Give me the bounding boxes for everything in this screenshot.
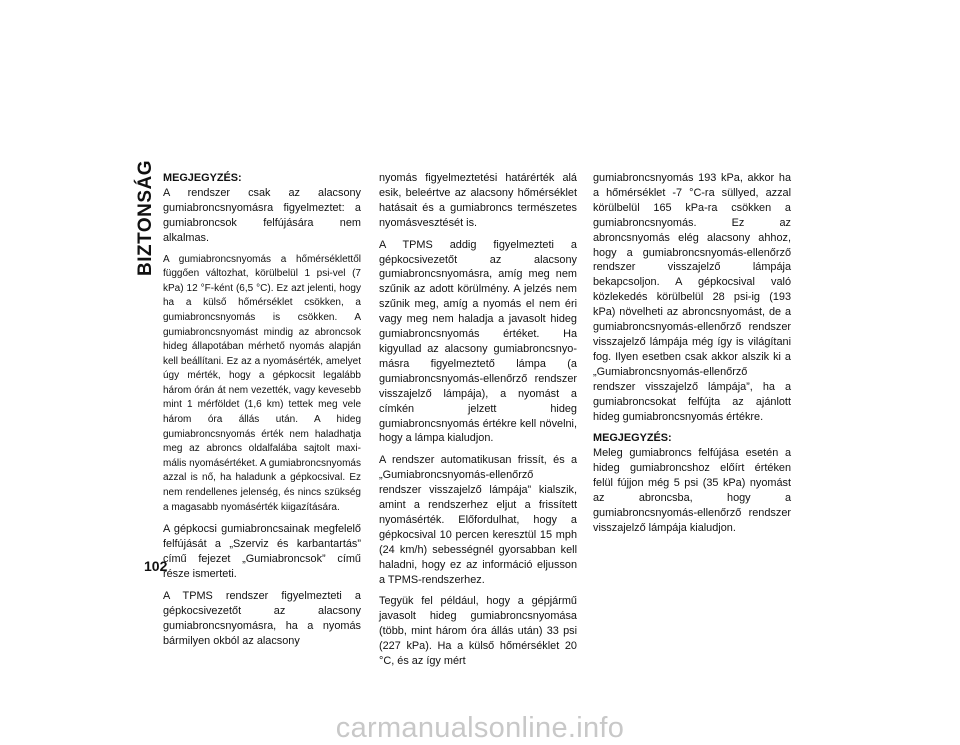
paragraph: A gumiabroncsnyomás a hőmérséklettől függően változhat, körülbelül 1 psi-vel (7 kPa) 12 °F-ként (6,5 °C). Ez azt jelenti, hogy ha a külső hőmérséklet csökken, a gumiabroncsnyomás is csökken. A gumiabroncsnyomást mindig az abroncsok hideg állapotában mérhető nyomás alapján kell beállítani. Ez az a nyomásérték, amelyet úgy mérték, hogy a gépkocsit legalább három órán át nem vezették, vagy kevesebb mint 1 mérföldet (1,6 km) tettek meg vele három óra állás után. A hideg gumiabroncsnyomás érték nem haladhatja meg az abroncs oldalfalába sajtolt maximális nyomásértéket. A gumiabroncsnyomás azzal is nő, ha haladunk a gépkocsival. Ez nem rendellenes jelenség, és nincs szükség a magasabb nyomásérték kiigazítására. [163,253,361,513]
paragraph: gumiabroncsnyomás 193 kPa, akkor ha a hőmérséklet -7 °C-ra süllyed, azzal körülbelül 165 kPa-ra csökken a gumiabroncsnyomás. Ez az abroncsnyomás elég alacsony ahhoz, hogy a gumiabroncsnyomás-ellenőrző rendszer visszajelző lámpája bekapcsoljon. A gépkocsival való közlekedés körülbelül 28 psi-ig (193 kPa) növelheti az abroncsnyomást, de a gumiabroncsnyomás-ellenőrző rendszer visszajelző lámpája még így is világítani fog. Ilyen esetben csak akkor alszik ki a „Gumiabroncsnyomás-ellenőrző rendszer visszajelző lámpája”, ha a gumiabroncsokat felfújta az ajánlott hideg gumiabroncsnyomás értékre. [593,172,791,423]
paragraph: nyomás figyelmeztetési határérték alá esik, beleértve az alacsony hőmérséklet hatásait és a gumiabroncs természetes nyomásvesztését is. [379,172,577,229]
text-column-2 [379,171,577,676]
paragraph: A rendszer csak az alacsony gumiabroncsnyomásra figyelmeztet: a gumiabroncsok felfújására nem alkalmas. [163,186,361,244]
paragraph: A TPMS rendszer figyelmezteti a gépkocsivezetőt az alacsony gumiabroncsnyomásra, ha a nyomás bármilyen okból az alacsony [163,589,361,647]
paragraph: A rendszer automatikusan frissít, és a „Gumiabroncsnyomás-ellenőrző rendszer visszajelző lámpája” kialszik, amint a rendszerhez eljut a frissített nyomásérték. Előfordulhat, hogy a gépkocsival 10 percen keresztül 15 mph (24 km/h) sebességnél gyorsabban kell haladni, hogy ez az információ eljusson a TPMS-rendszerhez. [379,454,577,586]
note-heading: MEGJEGYZÉS: [163,172,242,184]
paragraph: A gépkocsi gumiabroncsainak megfelelő felfújását a „Szerviz és karbantartás” című fejezet „Gumiabroncsok” című része ismerteti. [163,523,361,580]
paragraph: A TPMS addig figyelmezteti a gépkocsivezetőt az alacsony gumiabroncsnyomásra, amíg meg nem szűnik az adott körülmény. A jelzés nem szűnik meg, amíg a nyomás el nem éri vagy meg nem haladja a javasolt hideg gumiabroncsnyomás értéket. Ha kigyullad az alacsony gumiabroncsnyomásra figyelmeztető lámpa (a gumiabroncsnyomás-ellenőrző rendszer visszajelző lámpája), a nyomást a címkén jelzett hideg gumiabroncsnyomás értékre kell növelni, hogy a lámpa kialudjon. [379,238,577,445]
paragraph: Tegyük fel például, hogy a gépjármű javasolt hideg gumiabroncsnyomása (több, mint három óra állás után) 33 psi (227 kPa). Ha a külső hőmérséklet 20 °C, és az így mért [379,595,577,668]
section-label-text: BIZTONSÁG [135,159,157,277]
section-label [132,158,160,278]
note-heading: MEGJEGYZÉS: [593,432,672,445]
text-column-3 [593,171,791,543]
paragraph: Meleg gumiabroncs felfújása esetén a hideg gumiabroncshoz előírt értéken felül fújjon még 5 psi (35 kPa) nyomást az abroncsba, hogy a gumiabroncsnyomás-ellenőrző rendszer visszajelző lámpája kialudjon. [593,447,791,534]
watermark: carmanualsonline.info [335,712,625,744]
text-column-1 [163,171,361,655]
page-number: 102 [144,558,168,574]
